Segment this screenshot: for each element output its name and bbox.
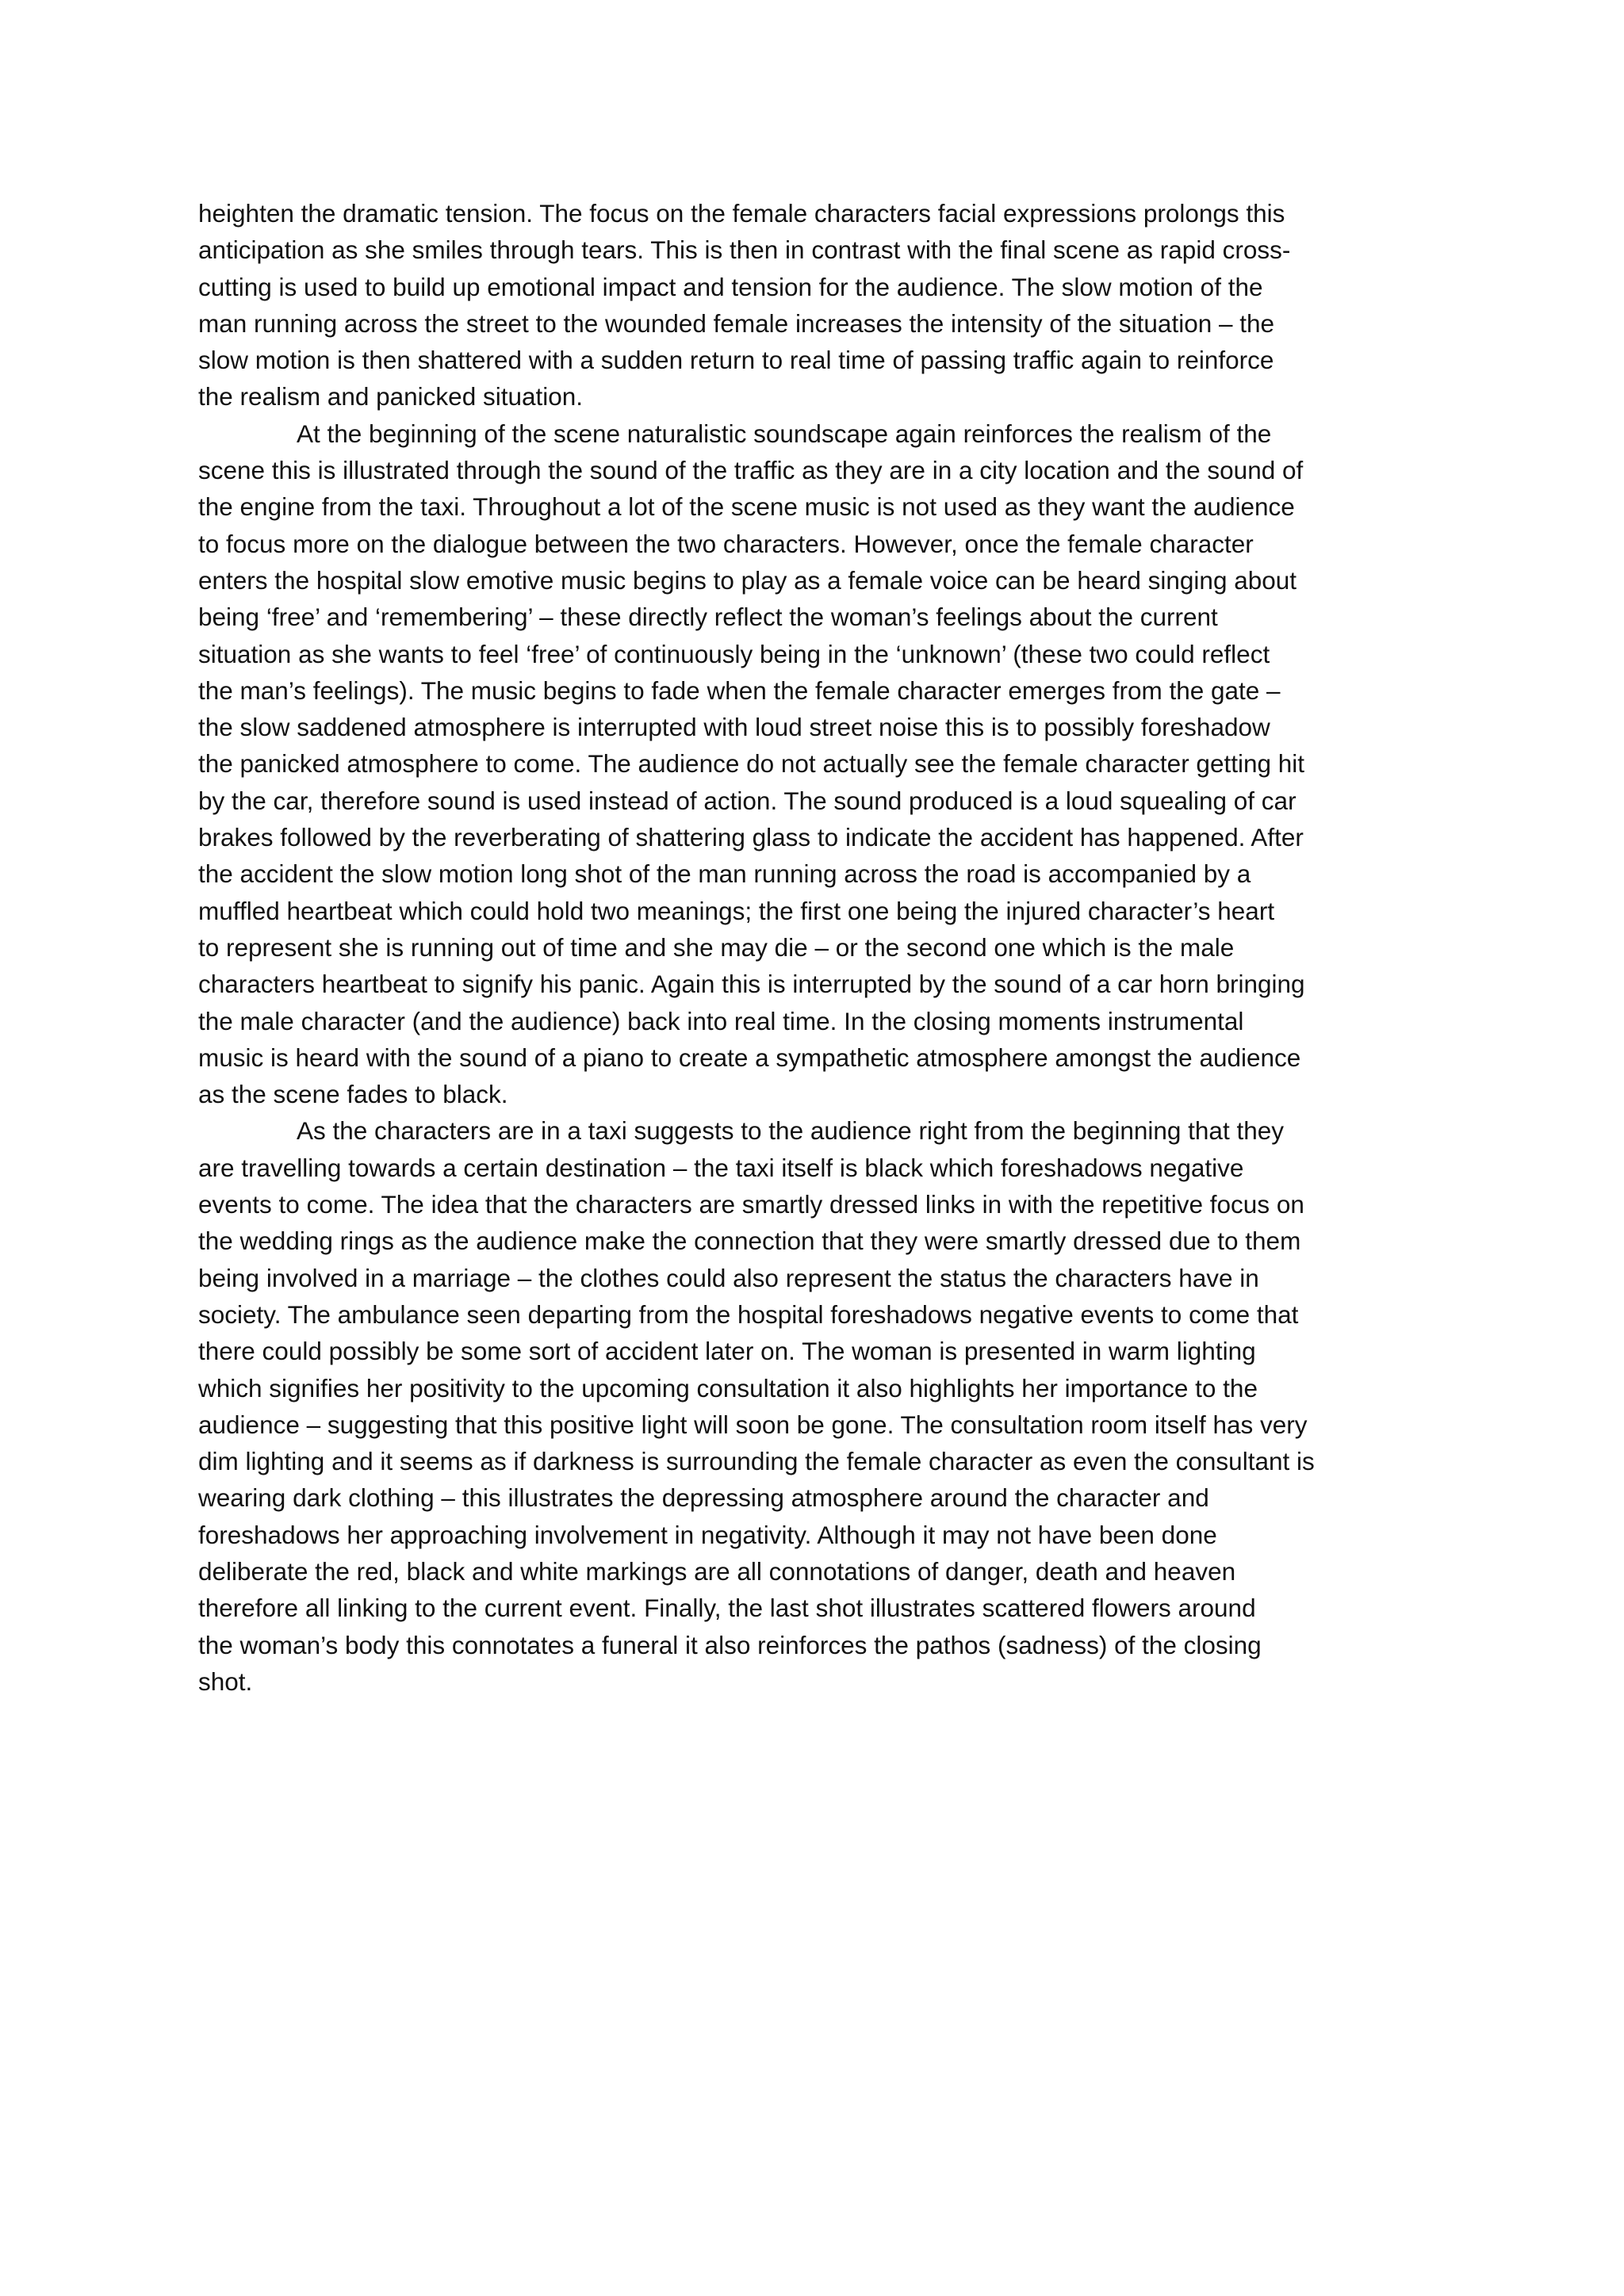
paragraph [198, 195, 1445, 415]
text-line: scene this is illustrated through the sound of the traffic as they are in a city location and the sound of [198, 456, 1304, 485]
text-line: characters heartbeat to signify his panic. Again this is interrupted by the sound of a car horn bringing [198, 970, 1305, 999]
text-line: the male character (and the audience) back into real time. In the closing moments instrumental [198, 1006, 1244, 1035]
text-line: wearing dark clothing – this illustrates the depressing atmosphere around the character and [198, 1483, 1209, 1513]
text-line: therefore all linking to the current event. Finally, the last shot illustrates scattered flowers around [198, 1594, 1256, 1623]
text-line: man running across the street to the wounded female increases the intensity of the situation – the [198, 308, 1275, 338]
text-line: At the beginning of the scene naturalistic soundscape again reinforces the realism of the [297, 419, 1272, 448]
text-line: the woman’s body this connotates a funeral it also reinforces the pathos (sadness) of the closing [198, 1630, 1262, 1659]
text-line: to focus more on the dialogue between the two characters. However, once the female character [198, 529, 1254, 558]
paragraph [198, 415, 1445, 1113]
text-line: the panicked atmosphere to come. The audience do not actually see the female character getting hit [198, 749, 1305, 779]
text-line: the man’s feelings). The music begins to fade when the female character emerges from the gate – [198, 675, 1281, 705]
text-line: by the car, therefore sound is used instead of action. The sound produced is a loud squealing of car [198, 786, 1297, 815]
text-line: society. The ambulance seen departing from the hospital foreshadows negative events to come that [198, 1299, 1299, 1329]
text-line: audience – suggesting that this positive light will soon be gone. The consultation room itself has very [198, 1410, 1308, 1439]
text-line: the wedding rings as the audience make the connection that they were smartly dressed due to them [198, 1226, 1301, 1256]
text-line: the slow saddened atmosphere is interrupted with loud street noise this is to possibly foreshadow [198, 713, 1270, 742]
text-line: brakes followed by the reverberating of shattering glass to indicate the accident has happened. After [198, 823, 1304, 852]
text-line: music is heard with the sound of a piano to create a sympathetic atmosphere amongst the audience [198, 1043, 1301, 1072]
text-line: being involved in a marriage – the clothes could also represent the status the characters have in [198, 1263, 1259, 1292]
text-line: anticipation as she smiles through tears. This is then in contrast with the final scene as rapid cross- [198, 235, 1291, 265]
text-line: the realism and panicked situation. [198, 382, 584, 411]
text-line: enters the hospital slow emotive music begins to play as a female voice can be heard singing about [198, 565, 1297, 595]
text-line: which signifies her positivity to the upcoming consultation it also highlights her importance to the [198, 1373, 1258, 1402]
text-line: heighten the dramatic tension. The focus on the female characters facial expressions prolongs this [198, 199, 1285, 228]
essay-text [198, 195, 1445, 1700]
text-line: the engine from the taxi. Throughout a lot of the scene music is not used as they want the audience [198, 492, 1295, 522]
text-line: as the scene fades to black. [198, 1080, 508, 1109]
text-line: deliberate the red, black and white markings are all connotations of danger, death and heaven [198, 1556, 1236, 1586]
text-line: shot. [198, 1667, 253, 1696]
text-line: to represent she is running out of time and she may die – or the second one which is the male [198, 932, 1235, 962]
text-line: foreshadows her approaching involvement in negativity. Although it may not have been done [198, 1520, 1217, 1549]
text-line: being ‘free’ and ‘remembering’ – these directly reflect the woman’s feelings about the current [198, 603, 1218, 632]
text-line: events to come. The idea that the characters are smartly dressed links in with the repetitive focus on [198, 1190, 1304, 1219]
text-line: cutting is used to build up emotional impact and tension for the audience. The slow motion of the [198, 272, 1263, 301]
paragraph [198, 1112, 1445, 1700]
text-line: are travelling towards a certain destination – the taxi itself is black which foreshadows negative [198, 1153, 1244, 1182]
text-line: situation as she wants to feel ‘free’ of continuously being in the ‘unknown’ (these two could reflect [198, 639, 1270, 668]
text-line: there could possibly be some sort of accident later on. The woman is presented in warm lighting [198, 1337, 1256, 1366]
text-line: dim lighting and it seems as if darkness is surrounding the female character as even the consultant is [198, 1447, 1315, 1476]
text-line: the accident the slow motion long shot of the man running across the road is accompanied by a [198, 859, 1251, 889]
text-line: slow motion is then shattered with a sudden return to real time of passing traffic again to reinforce [198, 346, 1274, 375]
text-line: As the characters are in a taxi suggests to the audience right from the beginning that they [297, 1116, 1284, 1146]
text-line: muffled heartbeat which could hold two meanings; the first one being the injured character’s heart [198, 896, 1275, 925]
